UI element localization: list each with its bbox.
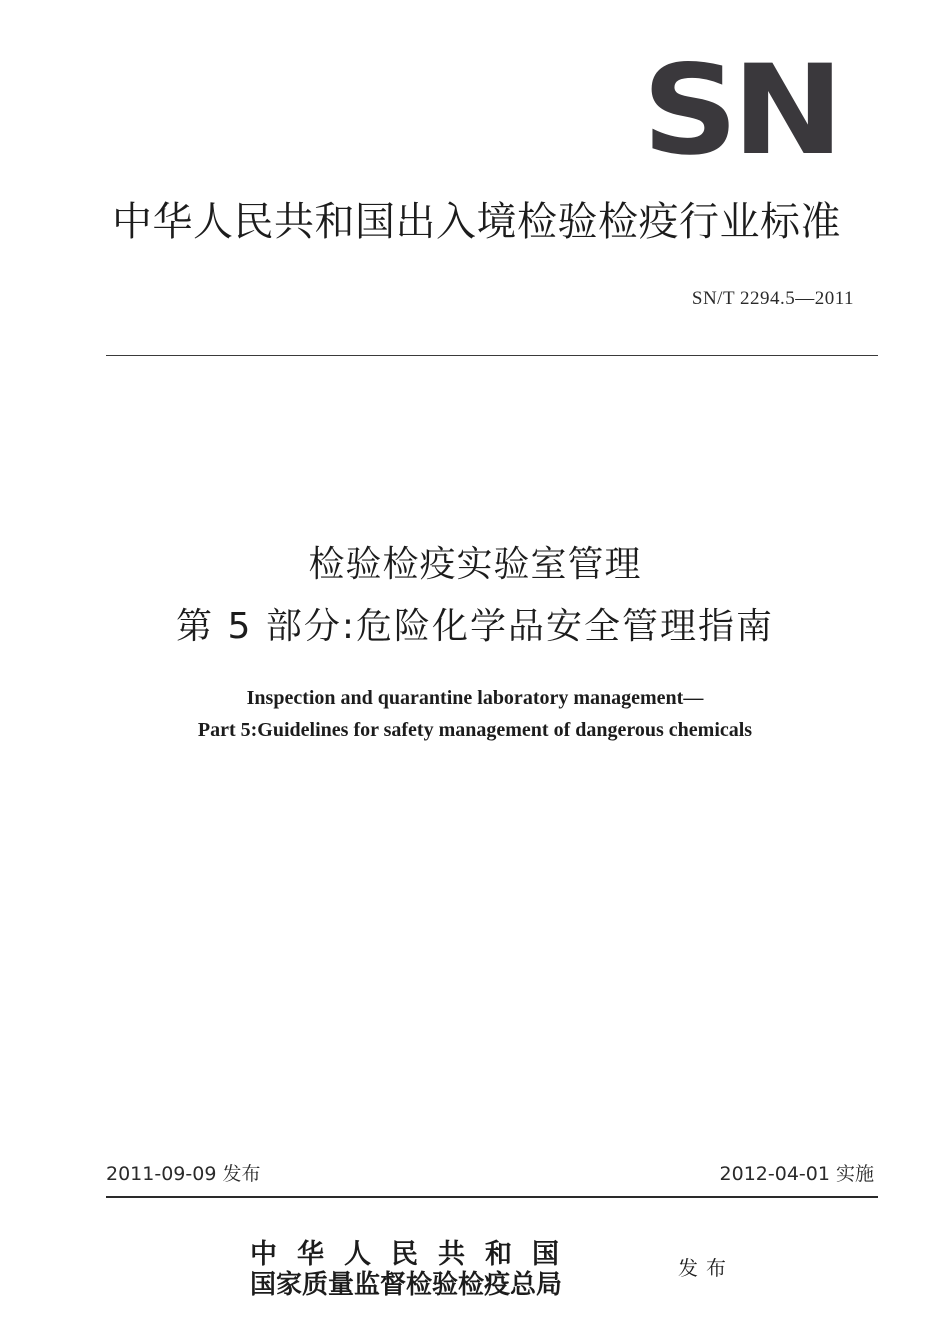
issuer-line-1: 中华人民共和国 bbox=[250, 1239, 579, 1270]
issuer-line-2: 国家质量监督检验检疫总局 bbox=[250, 1270, 563, 1300]
footer-divider bbox=[106, 1196, 878, 1198]
chinese-title-line-1: 检验检疫实验室管理 bbox=[308, 544, 642, 585]
chinese-title-line-2: 第 5 部分:危险化学品安全管理指南 bbox=[176, 606, 774, 647]
standard-category-title: 中华人民共和国出入境检验检疫行业标准 bbox=[112, 199, 841, 245]
sn-logo: SN bbox=[642, 39, 838, 183]
standard-number bbox=[692, 286, 854, 312]
publish-label: 发布 bbox=[678, 1256, 734, 1280]
issue-date: 2011-09-09 发布 bbox=[106, 1163, 261, 1185]
standard-number-text: SN/T 2294.5—2011 bbox=[691, 288, 854, 309]
implementation-date: 2012-04-01 实施 bbox=[719, 1163, 874, 1185]
english-title-line-1: Inspection and quarantine laboratory management— bbox=[246, 687, 704, 709]
header-divider bbox=[106, 355, 878, 356]
issuing-authority bbox=[250, 1240, 650, 1300]
english-title-line-2: Part 5:Guidelines for safety management of dangerous chemicals bbox=[197, 719, 753, 741]
